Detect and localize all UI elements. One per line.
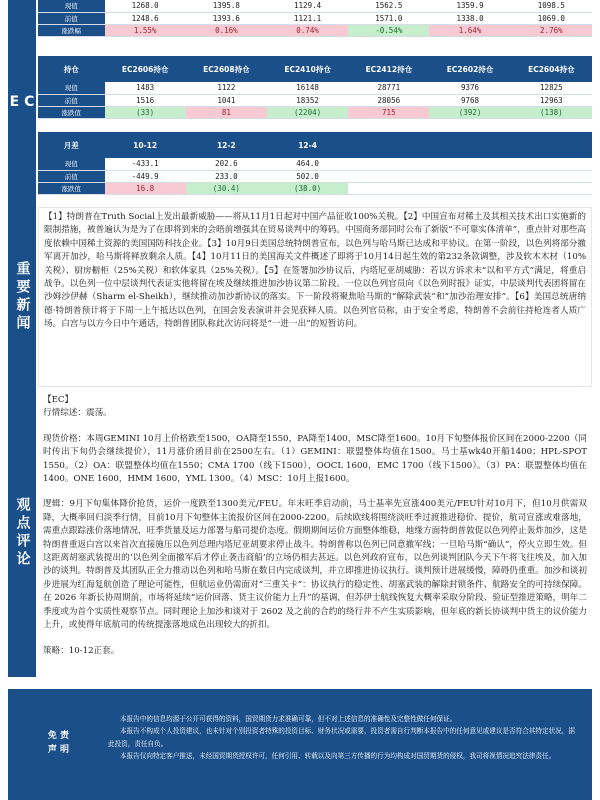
ec-price-table — [38, 0, 592, 37]
table-row — [38, 94, 592, 106]
table-cell: 1571.0 — [348, 12, 429, 24]
disclaimer-panel — [8, 689, 592, 800]
table-header-cell: 月差 — [38, 132, 105, 158]
table-header-cell: EC2604持仓 — [511, 56, 592, 82]
table-cell: 9376 — [429, 82, 510, 94]
table-header-cell — [429, 132, 510, 158]
row-label: 涨跌幅 — [38, 24, 105, 36]
table-header-cell: EC2608持仓 — [186, 56, 267, 82]
table-cell: 1395.8 — [186, 0, 267, 12]
view-logic: 逻辑：9月下旬集体降价抢货，运价一度跌至1300美元/FEU。年末旺季启动前，马士基率先宣涨400美元/FEU针对10月下，但10月供需双降，大概率回归淡季行情，目前10月下旬整体主流报价区间在2000-2200。后续欧线将围绕淡旺季过渡推进稳价、提价，航司宣涨或难落地，需重点跟踪涨价落地情况，旺季货量及运力部署与船司提价态度。假期期间运价方面整体维稳，地缘方面特朗普敦促以色列停止轰炸加沙，这是特朗普重返白宫以来首次直接施压以色列总理内塔尼亚胡要求停止战斗。特朗普称以色列已同意撤军线；一旦哈马斯“确认”，停火立即生效。但这距离胡塞武装提出的‘以色列全面撤军后才停止袭击商船’的立场仍相去甚远。以色列政府宣布，以色列谈判团队今天下午将飞往埃及，加入加沙的谈判。特朗普及其团队正全力推动以色列和哈马斯在数日内完成谈判，并立即推进协议执行。谈判预计进展缓慢，障碍仍重重。加沙和谈初步进展为红海复航创造了理论可能性，但航运业仍需面对“三重关卡”：协议执行的稳定性、胡塞武装的解除封锁条件、航路安全的可持续保障。在 2026 年新长协周期前，市场将延续“运价回落、货主议价能力上升”的基调，但苏伊士航线恢复大概率采取分阶段、验证型推进策略，明年二季度或为首个实质性观察节点。同时理论上加沙和谈对于 2602 及之前的合约的绕行并不产生实质影响，但年底的新长协谈判中货主的议价能力上升，或使得年底航司的传统提涨落地成色出现较大的折扣。 — [43, 499, 587, 631]
table-cell: 202.6 — [186, 158, 267, 170]
table-header-cell: EC2606持仓 — [105, 56, 186, 82]
table-cell — [429, 158, 510, 170]
news-section-label: 重要新闻 — [8, 205, 36, 389]
view-strategy: 策略：10-12正套。 — [43, 645, 120, 656]
table-cell: (30.4) — [186, 182, 267, 194]
table-cell: (2204) — [267, 106, 348, 118]
disclaimer-text: 本报告中的信息均源于公开可获得的资料，国贸期货力求准确可靠，但不对上述信息的准确性及完整性做任何保证。 本报告不构成个人投资建议，也未针对个别投资者特殊的投资目标、财务状况或需要，投资者需自行判断本报告中的任何意见或建议是否符合其特定状况，据此投资，责任自负。 本报告仅向特定客户推送，未经国贸期货授权许可，任何引用、转载以及向第三方传播的行为均构成对国贸期货的侵权，我司将视情况追究法律责任。 — [108, 715, 575, 760]
table-cell: (38.0) — [267, 182, 348, 194]
table-header-cell — [348, 132, 429, 158]
table-cell: 1121.1 — [267, 12, 348, 24]
table-cell: 81 — [186, 106, 267, 118]
row-label: 涨跌值 — [38, 106, 105, 118]
table-cell: -0.54% — [348, 24, 429, 36]
table-cell: 1338.0 — [429, 12, 510, 24]
table-cell: 1129.4 — [267, 0, 348, 12]
table-cell: 1483 — [105, 82, 186, 94]
table-cell — [429, 170, 510, 182]
table-cell: 0.16% — [186, 24, 267, 36]
view-summary: 行情综述：震荡。 — [43, 408, 112, 419]
table-cell: 0.74% — [267, 24, 348, 36]
row-label: 前值 — [38, 94, 105, 106]
table-cell — [348, 170, 429, 182]
table-cell: 1516 — [105, 94, 186, 106]
view-tag: 【EC】 — [43, 395, 74, 405]
table-row — [38, 182, 592, 194]
view-spot-price: 现货价格：本周GEMINI 10月上价格跌至1500，OA降至1550，PA降至1400，MSC降至1600。10月下旬整体报价区间在2000-2200（同时传出下旬仍会继续提价），11月涨价函目前在2500左右。（1）GEMINI：联盟整体均值在1500。马士基wk40开船1400；HPL-SPOT 1550。（2）OA：联盟整体均值在1550；CMA 1700（线下1500），OOCL 1600，EMC 1700（线下1500）。（3）PA：联盟整体均值在1400。ONE 1600，HMM 1600，YML 1300。（4）MSC：10月上报1600。 — [43, 433, 587, 485]
view-body — [38, 391, 592, 675]
table-header-cell: 12-2 — [186, 132, 267, 158]
table-cell — [511, 182, 592, 194]
table-cell: 1122 — [186, 82, 267, 94]
table-header-cell: EC2410持仓 — [267, 56, 348, 82]
table-header-cell — [511, 132, 592, 158]
table-cell: 28056 — [348, 94, 429, 106]
table-cell — [511, 170, 592, 182]
table-cell: 12963 — [511, 94, 592, 106]
row-label: 现值 — [38, 82, 105, 94]
table-cell — [429, 182, 510, 194]
table-cell: -433.1 — [105, 158, 186, 170]
table-cell: (138) — [511, 106, 592, 118]
table-cell: 9768 — [429, 94, 510, 106]
row-label: 前值 — [38, 12, 105, 24]
table-header-row — [38, 132, 592, 158]
table-cell: 1359.9 — [429, 0, 510, 12]
table-header-cell: EC2602持仓 — [429, 56, 510, 82]
table-row — [38, 12, 592, 24]
table-cell: 28771 — [348, 82, 429, 94]
table-cell: 1393.6 — [186, 12, 267, 24]
row-label: 前值 — [38, 170, 105, 182]
table-cell: 1098.5 — [511, 0, 592, 12]
table-cell — [348, 182, 429, 194]
row-label: 现值 — [38, 0, 105, 12]
table-row — [38, 24, 592, 36]
table-cell: 1562.5 — [348, 0, 429, 12]
view-section-label: 观点评论 — [8, 389, 36, 677]
ec-spread-table — [38, 132, 592, 195]
table-cell — [348, 158, 429, 170]
table-cell: 18352 — [267, 94, 348, 106]
table-cell: 1248.6 — [105, 12, 186, 24]
table-cell: (392) — [429, 106, 510, 118]
table-cell: -449.9 — [105, 170, 186, 182]
table-cell: 1041 — [186, 94, 267, 106]
table-row — [38, 170, 592, 182]
table-cell: 1.55% — [105, 24, 186, 36]
table-header-cell: 持仓 — [38, 56, 105, 82]
table-header-cell: 12-4 — [267, 132, 348, 158]
table-header-cell: EC2412持仓 — [348, 56, 429, 82]
ec-position-table — [38, 56, 592, 119]
table-cell: 464.0 — [267, 158, 348, 170]
table-cell: 1069.0 — [511, 12, 592, 24]
table-cell: 1.64% — [429, 24, 510, 36]
news-body: 【1】特朗普在Truth Social上发出最新威胁——将从11月1日起对中国产品征收100%关税。【2】中国宣布对稀土及其相关技术出口实施新的限制措施，被普遍认为是为了在即将到来的会晤前增强其在贸易谈判中的筹码。中国商务部同时公布了新版“不可靠实体清单”，重点针对那些高度依赖中国稀土资源的美国国防科技企业。【3】10月9日美国总统特朗普宣布，以色列与哈马斯已达成和平协议。在第一阶段，以色列将部分撤军离开加沙，哈马斯将释放剩余人质。【4】10月11日的美国海关文件概述了即将于10月14日起生效的第232条款调整，涉及软木木材（10%关税）、厨房橱柜（25%关税）和软体家具（25%关税）。【5】在签署加沙协议后，内塔尼亚胡威胁：若以方诉求未“以和平方式”满足，将重启战争。以色列一位中层谈判代表证实他将留在埃及继续推进加沙协议第二阶段。一位以色列官员向《以色列时报》证实，中层谈判代表团将留在沙姆沙伊赫（Sharm el-Sheikh），继续推动加沙新协议的落实。下一阶段将聚焦哈马斯的“解除武装”和“加沙治理安排”。【6】美国总统唐纳德·特朗普预计将于下周一上午抵达以色列，在国会发表演讲并会见获释人质。以色列官员称，由于安全考虑，特朗普不会前往持枪连者人质广场。白宫与以方今日中午通话，特朗普团队称此次访问将是“一进一出”的短暂访问。 — [38, 207, 592, 387]
table-row — [38, 106, 592, 118]
table-header-cell: 10-12 — [105, 132, 186, 158]
table-row — [38, 158, 592, 170]
ec-section-label: E C — [8, 0, 36, 205]
disclaimer-label: 免 责 声 明 — [47, 731, 70, 755]
table-cell: 16148 — [267, 82, 348, 94]
table-cell: (33) — [105, 106, 186, 118]
table-cell: 2.76% — [511, 24, 592, 36]
table-row — [38, 0, 592, 12]
table-cell: 502.0 — [267, 170, 348, 182]
table-cell: 16.8 — [105, 182, 186, 194]
table-cell: 233.0 — [186, 170, 267, 182]
table-header-row — [38, 56, 592, 82]
table-cell: 1268.0 — [105, 0, 186, 12]
table-cell: 12825 — [511, 82, 592, 94]
row-label: 现值 — [38, 158, 105, 170]
table-cell: 715 — [348, 106, 429, 118]
table-row — [38, 82, 592, 94]
table-cell — [511, 158, 592, 170]
row-label: 涨跌值 — [38, 182, 105, 194]
